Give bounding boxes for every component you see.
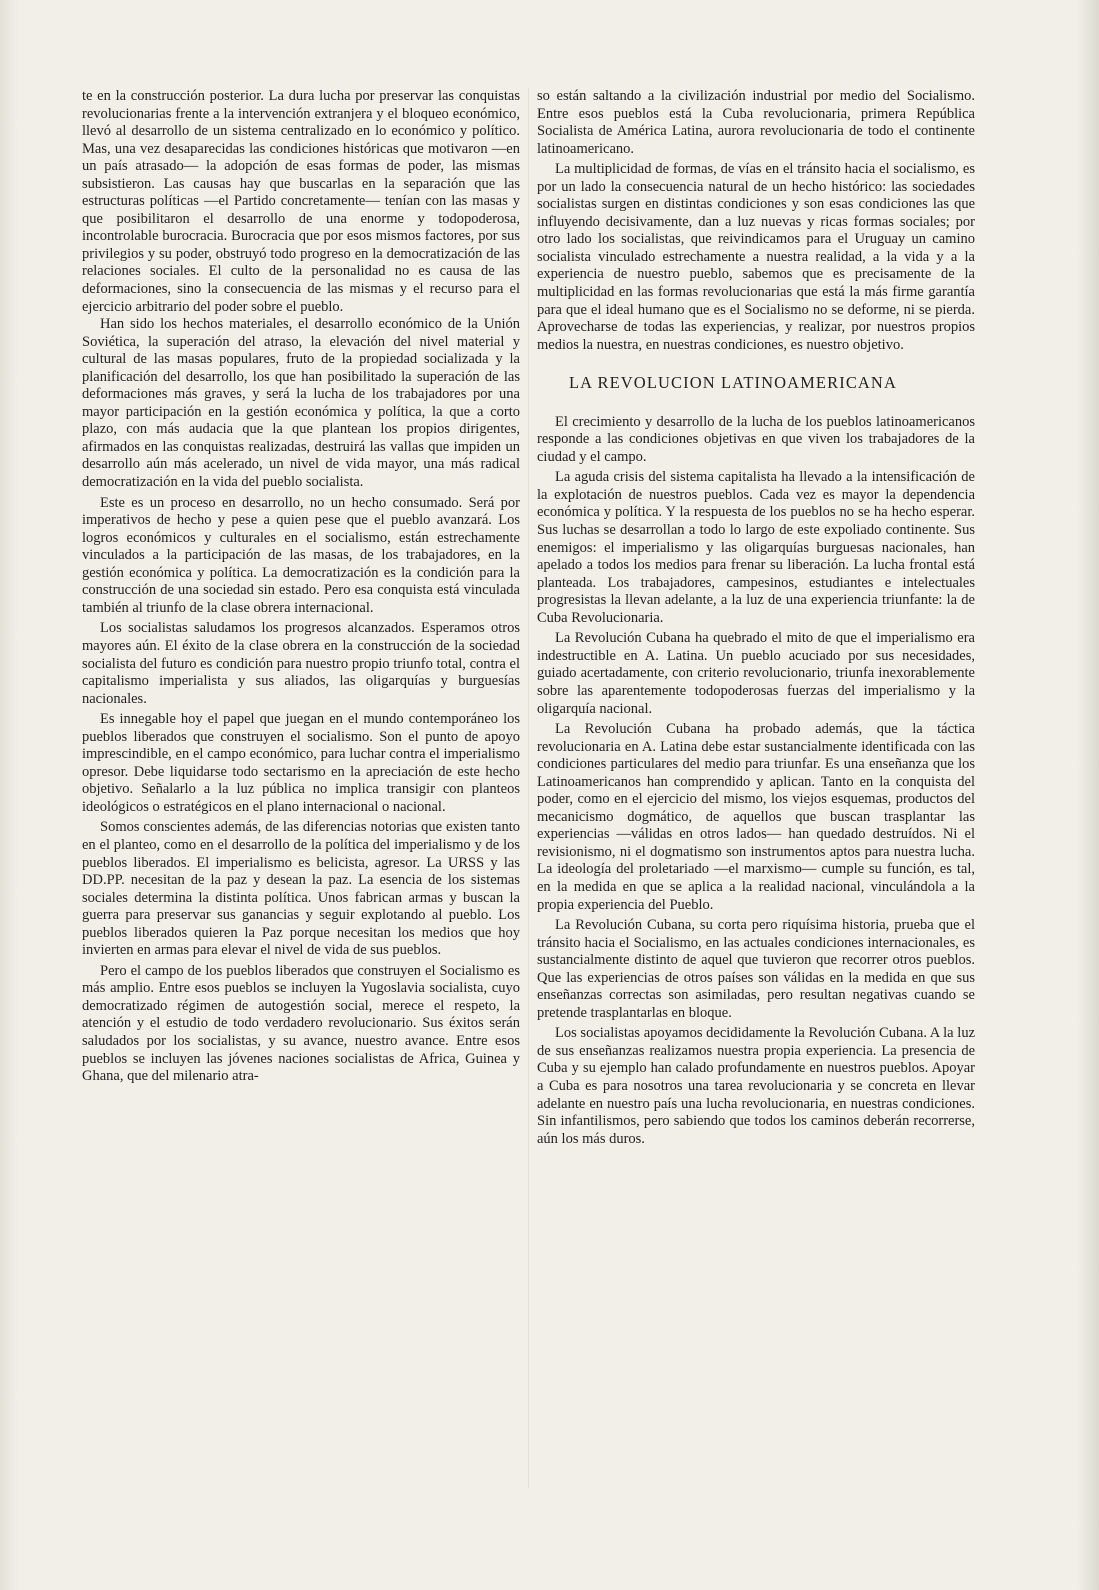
page-edge-shadow-right: [1077, 0, 1099, 1590]
body-paragraph: La Revolución Cubana ha probado además, que la táctica revolucionaria en A. Latina debe estar sustancialmente identificada con las condiciones particulares del medio para triunfar. Es una enseñanza que los Latinoamericanos han comprendido y aplican. Tanto en la conquista del poder, como en el ejercicio del mismo, los viejos esquemas, productos del mecanicismo dogmático, de aquellos que buscan trasplantar las experiencias —válidas en otros lados— han quedado destruídos. Ni el revisionismo, ni el dogmatismo son instrumentos aptos para nuestra lucha. La ideología del proletariado —el marxismo— cumple su función, es tal, en la medida en que se aplica a la realidad nacional, vinculándola a la propia experiencia del Pueblo.: [537, 721, 975, 913]
body-paragraph: La Revolución Cubana ha quebrado el mito de que el imperialismo era indestructible en A. Latina. Un pueblo acuciado por sus necesidades, guiado acertadamente, con criterio revolucionario, triunfa inexorablemente sobre las aparentemente todopoderosas fuerzas del imperialismo y la oligarquía nacional.: [537, 630, 975, 717]
page-edge-shadow-left: [0, 0, 18, 1590]
body-paragraph: Es innegable hoy el papel que juegan en el mundo contemporáneo los pueblos liberados que construyen el socialismo. Son el punto de apoyo imprescindible, en el campo económico, para luchar contra el imperialismo opresor. Debe liquidarse todo sectarismo en la apreciación de este hecho objetivo. Señalarlo a la luz pública no implica transigir con planteos ideológicos o estratégicos en el plano internacional o nacional.: [82, 711, 520, 815]
body-paragraph: Somos conscientes además, de las diferencias notorias que existen tanto en el planteo, como en el desarrollo de la política del imperialismo y de los pueblos liberados. El imperialismo es belicista, agresor. La URSS y las DD.PP. necesitan de la paz y desean la paz. La esencia de los sistemas sociales determina la distinta política. Unos fabrican armas y buscan la guerra para preservar sus ganancias y seguir explotando al pueblo. Los pueblos liberados quieren la Paz porque necesitan los medios que hoy invierten en armas para elevar el nivel de vida de sus pueblos.: [82, 819, 520, 959]
body-paragraph: so están saltando a la civilización industrial por medio del Socialismo. Entre esos pueblos está la Cuba revolucionaria, primera República Socialista de América Latina, aurora revolucionaria de todo el continente latinoamericano.: [537, 88, 975, 157]
left-column: [82, 88, 520, 1086]
body-paragraph: Los socialistas apoyamos decididamente la Revolución Cubana. A la luz de sus enseñanzas realizamos nuestra propia experiencia. La presencia de Cuba y su ejemplo han calado profundamente en nuestros pueblos. Apoyar a Cuba es para nosotros una tarea revolucionaria y se concreta en llevar adelante en nuestro país una lucha revolucionaria, en nuestras condiciones. Sin infantilismos, pero sabiendo que todos los caminos deberán recorrerse, aún los más duros.: [537, 1025, 975, 1147]
body-paragraph: La multiplicidad de formas, de vías en el tránsito hacia el socialismo, es por un lado la consecuencia natural de un hecho histórico: las sociedades socialistas surgen en distintas condiciones y son esas condiciones las que influyendo decisivamente, dan a luz nuevas y ricas formas sociales; por otro lado los socialistas, que reivindicamos para el Uruguay un camino socialista vinculado estrechamente a nuestra realidad, a la vida y a la experiencia de nuestro pueblo, sabemos que es precisamente de la multiplicidad en las formas revolucionarias que está la más firme garantía para que el ideal humano que es el Socialismo no se deforme, ni se pierda. Aprovecharse de todas las experiencias, y realizar, por nuestros propios medios la nuestra, en nuestras condiciones, es nuestro objetivo.: [537, 161, 975, 353]
right-column: [537, 88, 975, 1148]
body-paragraph: Han sido los hechos materiales, el desarrollo económico de la Unión Soviética, la superación del atraso, la elevación del nivel material y cultural de las masas populares, fruto de la propiedad socializada y la planificación del desarrollo, los que han posibilitado la superación de las deformaciones más graves, y será la lucha de los trabajadores por una mayor participación en la gestión económica y política, la que a corto plazo, con más audacia que la que plantean los propios dirigentes, afirmados en las conquistas realizadas, destruirá las vallas que impiden un desarrollo aún más acelerado, un nivel de vida mayor, una más radical democratización en la vida del pueblo socialista.: [82, 316, 520, 491]
body-paragraph: La Revolución Cubana, su corta pero riquísima historia, prueba que el tránsito hacia el Socialismo, en las actuales condiciones internacionales, es sustancialmente distinto de aquel que tuvieron que recorrer otros pueblos. Que las experiencias de otros países son válidas en la medida en que sus enseñanzas correctas son asimiladas, pero resultan negativas cuando se pretende trasplantarlas en bloque.: [537, 917, 975, 1021]
column-gutter: [528, 88, 529, 1488]
body-paragraph: El crecimiento y desarrollo de la lucha de los pueblos latinoamericanos responde a las condiciones objetivas en que viven los trabajadores de la ciudad y el campo.: [537, 413, 975, 465]
body-paragraph: La aguda crisis del sistema capitalista ha llevado a la intensificación de la explotación de nuestros pueblos. Cada vez es mayor la dependencia económica y política. Y la respuesta de los pueblos no se ha hecho esperar. Sus luchas se desarrollan a todo lo largo de este expoliado continente. Sus enemigos: el imperialismo y las oligarquías burguesas nacionales, han apelado a todos los medios para frenar su liberación. La lucha frontal está planteada. Los trabajadores, campesinos, estudiantes e intelectuales progresistas la llevan adelante, a la luz de una experiencia triunfante: la de Cuba Revolucionaria.: [537, 469, 975, 626]
section-heading: LA REVOLUCION LATINOAMERICANA: [569, 373, 897, 393]
body-paragraph: Los socialistas saludamos los progresos alcanzados. Esperamos otros mayores aún. El éxito de la clase obrera en la construcción de la sociedad socialista del futuro es condición para nuestro propio triunfo total, contra el capitalismo imperialista y sus aliados, las oligarquías y burguesías nacionales.: [82, 620, 520, 707]
body-paragraph: Este es un proceso en desarrollo, no un hecho consumado. Será por imperativos de hecho y pese a quien pese que el pueblo avanzará. Los logros económicos y culturales en el socialismo, están estrechamente vinculados a la participación de las masas, de los trabajadores, en la gestión económica y política. La democratización es la condición para la construcción de una sociedad sin estado. Pero esa conquista está vinculada también al triunfo de la clase obrera internacional.: [82, 494, 520, 616]
body-paragraph: Pero el campo de los pueblos liberados que construyen el Socialismo es más amplio. Entre esos pueblos se incluyen la Yugoslavia socialista, cuyo democratizado régimen de autogestión social, merece el respeto, la atención y el estudio de todo verdadero revolucionario. Sus éxitos serán saludados por los socialistas, y su avance, nuestro avance. Entre esos pueblos se incluyen las jóvenes naciones socialistas de Africa, Guinea y Ghana, que del milenario atra-: [82, 962, 520, 1085]
body-paragraph: te en la construcción posterior. La dura lucha por preservar las conquistas revolucionarias frente a la intervención extranjera y el bloqueo económico, llevó al desarrollo de un sistema centralizado en lo económico y político. Mas, una vez desaparecidas las condiciones históricas que motivaron —en un país atrasado— la adopción de esas formas de poder, las mismas subsistieron. Las causas hay que buscarlas en la separación que las estructuras políticas —el Partido concretamente— tenían con las masas y que posibilitaron el desarrollo de una enorme y todopoderosa, incontrolable burocracia. Burocracia que por esos mismos factores, por sus privilegios y su poder, obstruyó todo progreso en la democratización de las relaciones sociales. El culto de la personalidad no es causa de las deformaciones, sino la consecuencia de las mismas y el recurso para el ejercicio arbitrario del poder sobre el pueblo.: [82, 88, 520, 315]
